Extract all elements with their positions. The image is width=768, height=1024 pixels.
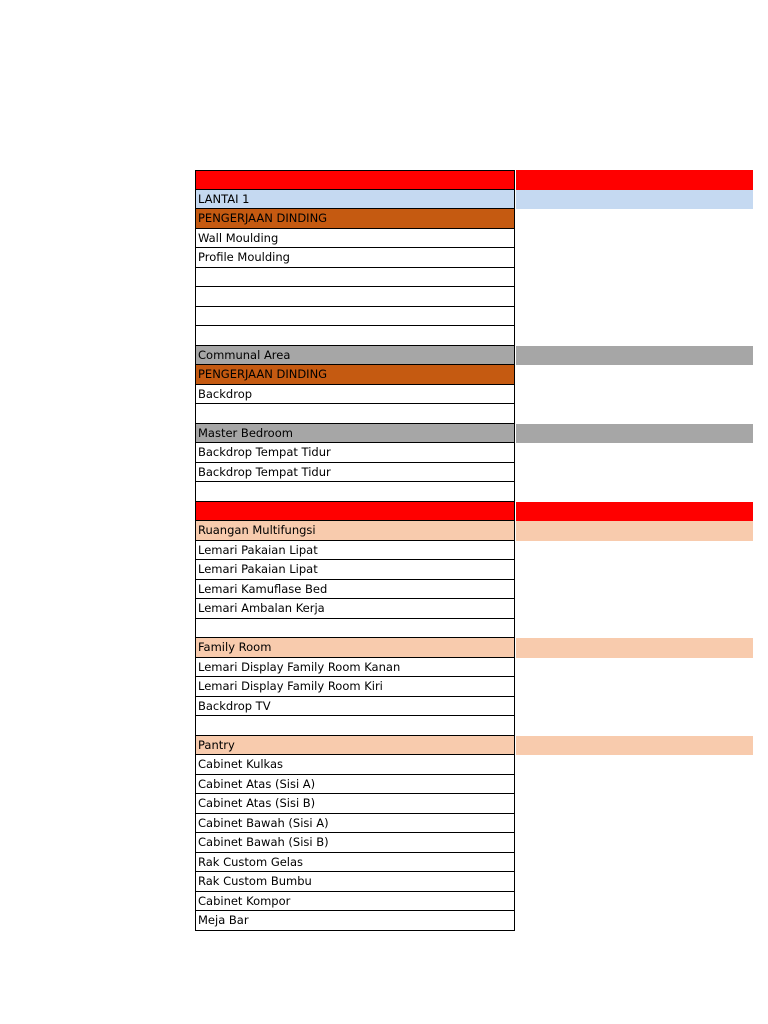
- empty-row: [195, 268, 753, 288]
- row-fill-extension: [516, 424, 753, 444]
- item-row: [195, 229, 753, 249]
- item-row: [195, 814, 753, 834]
- item-row: [195, 794, 753, 814]
- row-label-cell[interactable]: [195, 502, 515, 522]
- row-label-cell[interactable]: [195, 482, 515, 502]
- row-label-cell[interactable]: Ruangan Multifungsi: [195, 521, 515, 541]
- row-label-cell[interactable]: Cabinet Bawah (Sisi A): [195, 814, 515, 834]
- row-label-cell[interactable]: Cabinet Atas (Sisi A): [195, 775, 515, 795]
- row-label-cell[interactable]: [195, 307, 515, 327]
- row-fill-extension: [516, 502, 753, 522]
- row-label-cell[interactable]: Cabinet Kulkas: [195, 755, 515, 775]
- item-row: [195, 560, 753, 580]
- row-label-cell[interactable]: Backdrop TV: [195, 697, 515, 717]
- empty-row: [195, 619, 753, 639]
- row-label-cell[interactable]: Lemari Pakaian Lipat: [195, 541, 515, 561]
- item-row: [195, 599, 753, 619]
- room-header-row: [195, 346, 753, 366]
- row-label-cell[interactable]: Cabinet Kompor: [195, 892, 515, 912]
- row-label-cell[interactable]: Family Room: [195, 638, 515, 658]
- row-label-cell[interactable]: LANTAI 1: [195, 190, 515, 210]
- row-label-cell[interactable]: Backdrop: [195, 385, 515, 405]
- row-label-cell[interactable]: [195, 716, 515, 736]
- row-label-cell[interactable]: Backdrop Tempat Tidur: [195, 463, 515, 483]
- row-label-cell[interactable]: [195, 287, 515, 307]
- row-label-cell[interactable]: Cabinet Atas (Sisi B): [195, 794, 515, 814]
- room-header-row: [195, 736, 753, 756]
- row-label-cell[interactable]: Meja Bar: [195, 911, 515, 931]
- row-fill-extension: [516, 638, 753, 658]
- row-label-cell[interactable]: Rak Custom Gelas: [195, 853, 515, 873]
- item-row: [195, 658, 753, 678]
- empty-row: [195, 404, 753, 424]
- row-label-cell[interactable]: PENGERJAAN DINDING: [195, 365, 515, 385]
- row-fill-extension: [516, 190, 753, 210]
- empty-row: [195, 482, 753, 502]
- item-row: [195, 775, 753, 795]
- work-category-row: [195, 365, 753, 385]
- row-label-cell[interactable]: Rak Custom Bumbu: [195, 872, 515, 892]
- row-fill-extension: [516, 170, 753, 190]
- row-label-cell[interactable]: [195, 326, 515, 346]
- row-label-cell[interactable]: Lemari Kamuflase Bed: [195, 580, 515, 600]
- item-row: [195, 541, 753, 561]
- work-category-row: [195, 209, 753, 229]
- section-divider-row: [195, 502, 753, 522]
- item-row: [195, 697, 753, 717]
- row-label-cell[interactable]: Cabinet Bawah (Sisi B): [195, 833, 515, 853]
- spreadsheet-table: [195, 170, 753, 931]
- empty-row: [195, 307, 753, 327]
- room-header-row: [195, 424, 753, 444]
- row-fill-extension: [516, 521, 753, 541]
- row-label-cell[interactable]: Lemari Display Family Room Kiri: [195, 677, 515, 697]
- item-row: [195, 463, 753, 483]
- empty-row: [195, 716, 753, 736]
- row-label-cell[interactable]: Pantry: [195, 736, 515, 756]
- item-row: [195, 755, 753, 775]
- row-label-cell[interactable]: [195, 404, 515, 424]
- row-label-cell[interactable]: Wall Moulding: [195, 229, 515, 249]
- row-label-cell[interactable]: Lemari Display Family Room Kanan: [195, 658, 515, 678]
- row-label-cell[interactable]: Lemari Ambalan Kerja: [195, 599, 515, 619]
- row-label-cell[interactable]: Communal Area: [195, 346, 515, 366]
- item-row: [195, 443, 753, 463]
- item-row: [195, 872, 753, 892]
- row-label-cell[interactable]: Master Bedroom: [195, 424, 515, 444]
- row-label-cell[interactable]: Profile Moulding: [195, 248, 515, 268]
- row-label-cell[interactable]: [195, 170, 515, 190]
- row-label-cell[interactable]: [195, 268, 515, 288]
- room-header-row: [195, 521, 753, 541]
- empty-row: [195, 326, 753, 346]
- section-divider-row: [195, 170, 753, 190]
- floor-header-row: [195, 190, 753, 210]
- room-header-row: [195, 638, 753, 658]
- item-row: [195, 248, 753, 268]
- row-fill-extension: [516, 346, 753, 366]
- item-row: [195, 833, 753, 853]
- empty-row: [195, 287, 753, 307]
- item-row: [195, 677, 753, 697]
- item-row: [195, 580, 753, 600]
- row-label-cell[interactable]: PENGERJAAN DINDING: [195, 209, 515, 229]
- row-label-cell[interactable]: Lemari Pakaian Lipat: [195, 560, 515, 580]
- item-row: [195, 385, 753, 405]
- row-label-cell[interactable]: [195, 619, 515, 639]
- row-label-cell[interactable]: Backdrop Tempat Tidur: [195, 443, 515, 463]
- item-row: [195, 853, 753, 873]
- item-row: [195, 892, 753, 912]
- row-fill-extension: [516, 736, 753, 756]
- item-row: [195, 911, 753, 931]
